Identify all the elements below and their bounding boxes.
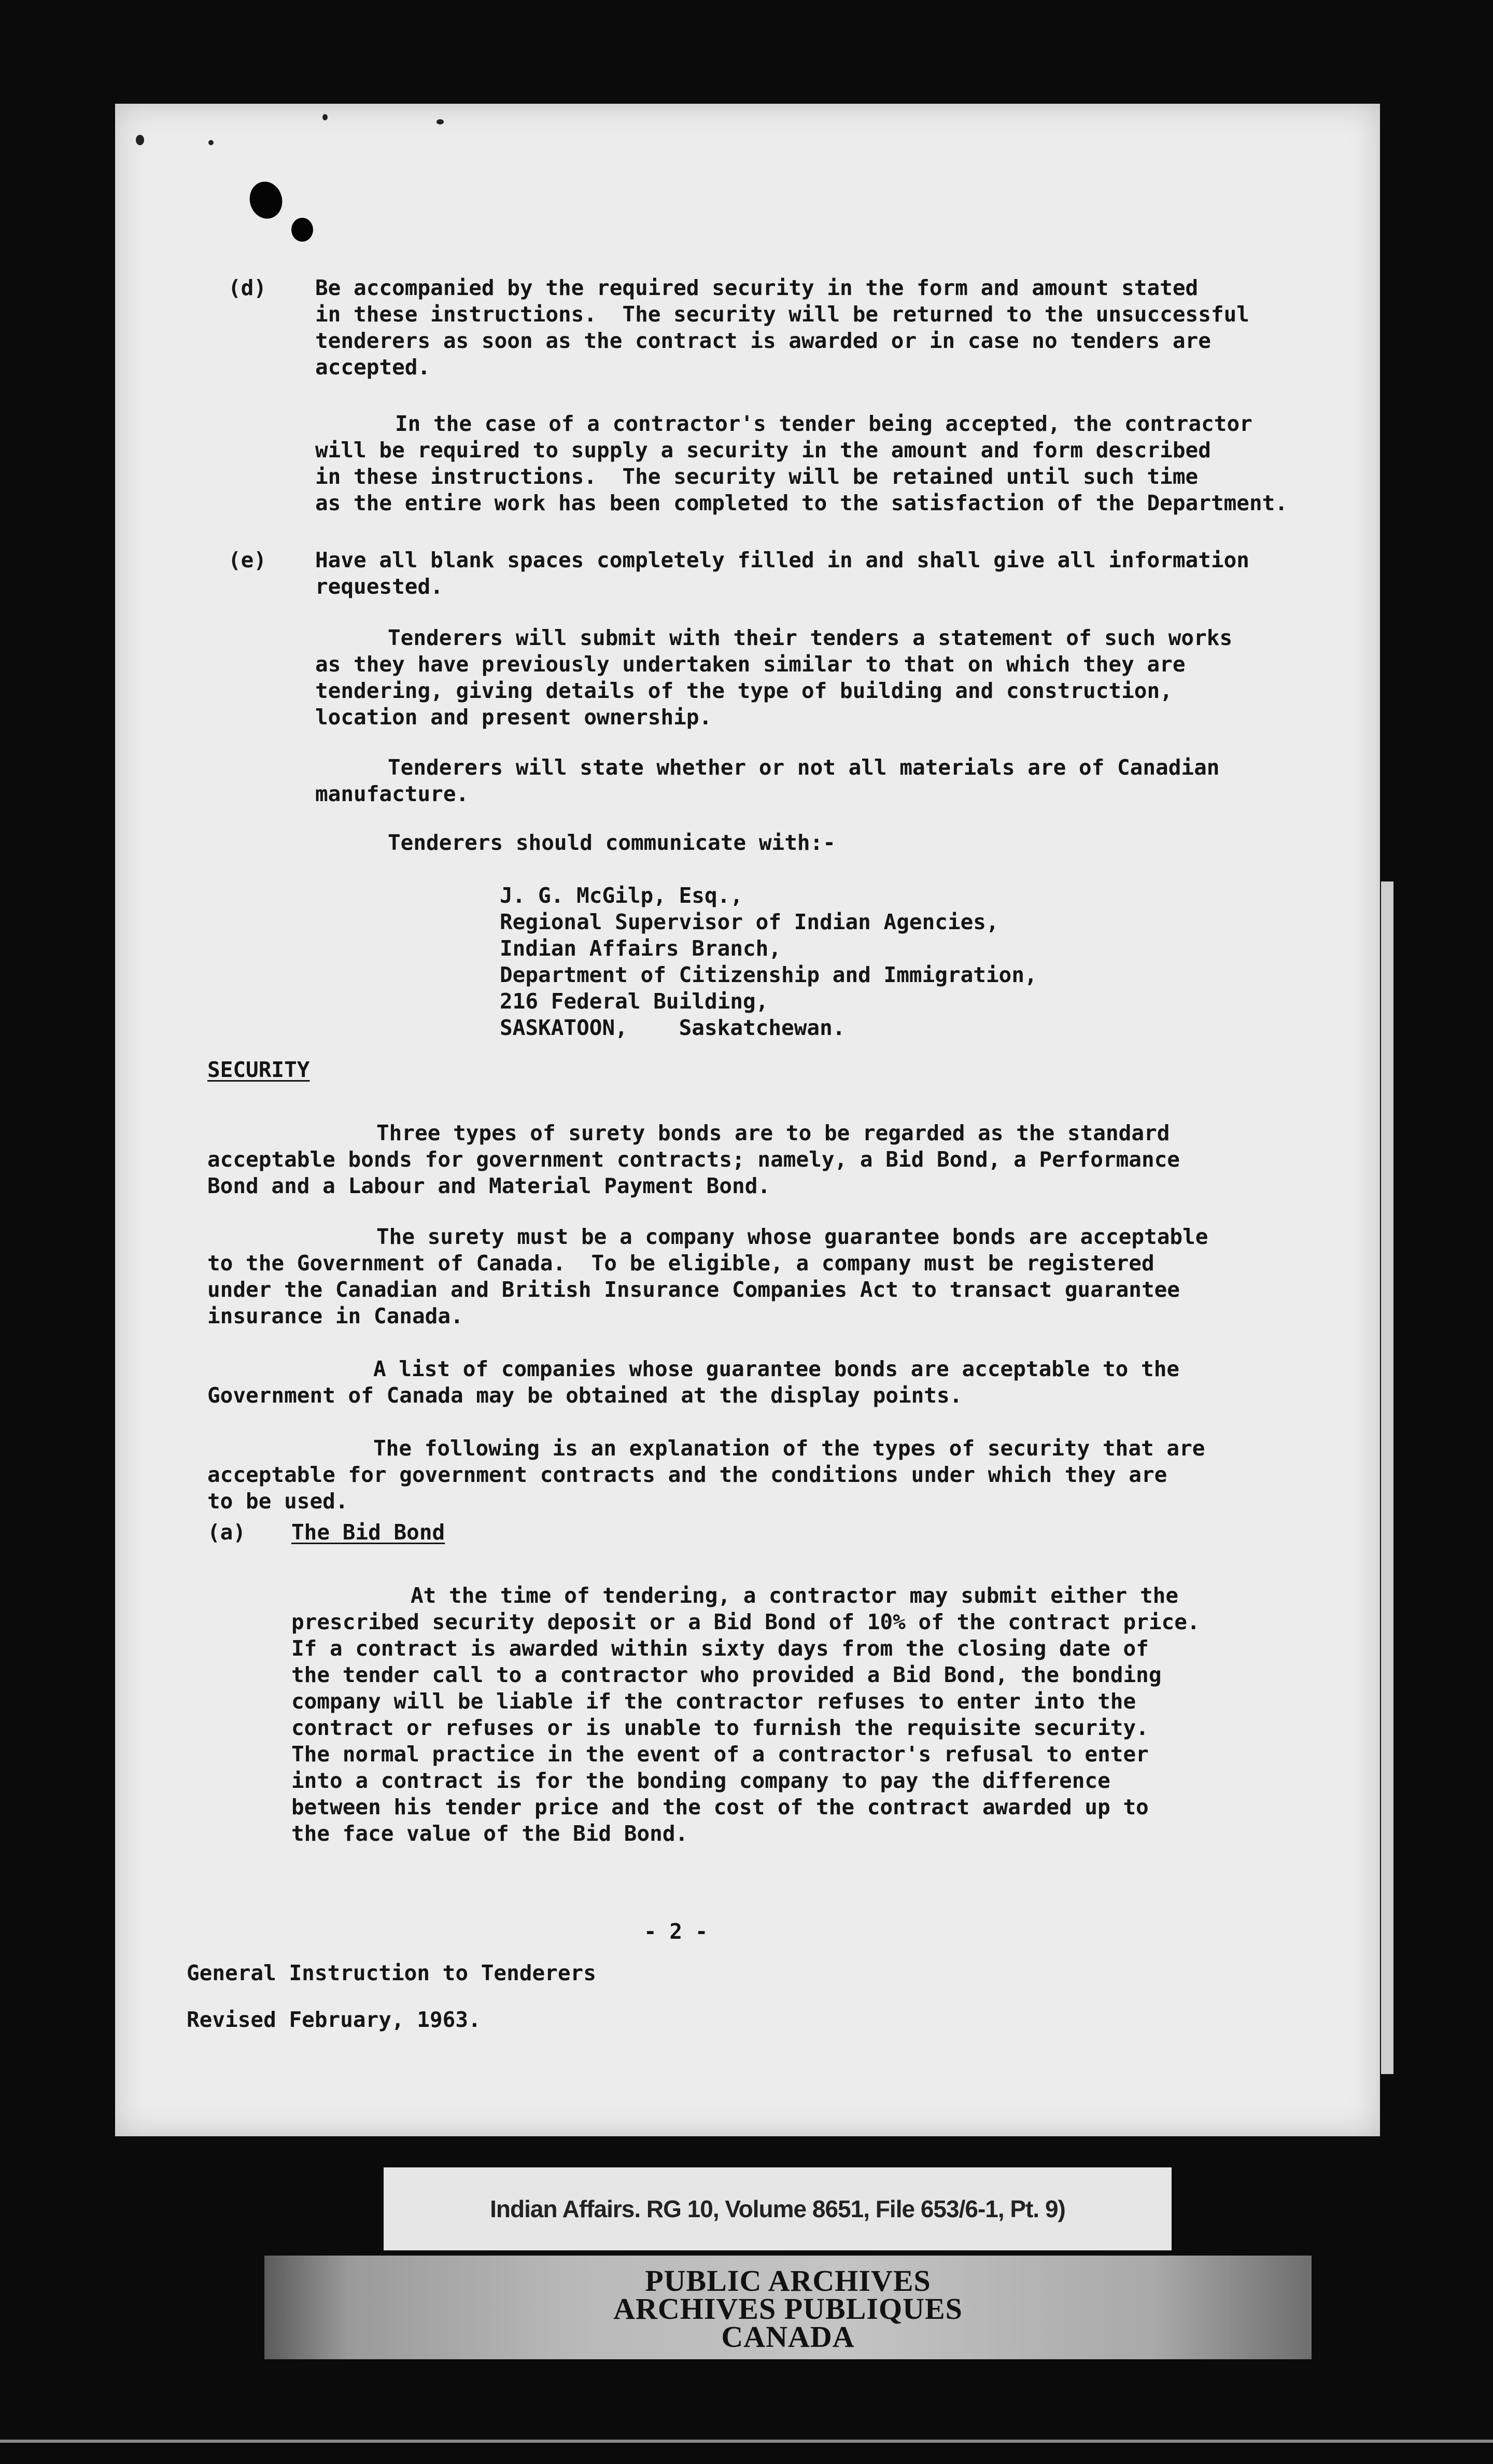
document-page (115, 104, 1380, 2136)
footer-date: Revised February, 1963. (187, 2007, 481, 2032)
para-d-label: (d) (228, 275, 267, 300)
archive-reference-label (384, 2167, 1172, 2250)
speck (208, 140, 214, 145)
ink-blot-small (291, 218, 313, 242)
materials-paragraph: Tenderers will state whether or not all materials are of Canadian manufacture. (315, 755, 1220, 806)
security-heading: SECURITY (207, 1057, 310, 1082)
film-edge-strip (1381, 881, 1393, 2074)
footer-title: General Instruction to Tenderers (187, 1961, 596, 1985)
bid-bond-heading: The Bid Bond (291, 1520, 445, 1545)
security-paragraph-3: A list of companies whose guarantee bonds are acceptable to the Government of Canada may be obtained at the display points. (207, 1356, 1180, 1408)
page-number: - 2 - (644, 1919, 708, 1944)
contact-address: J. G. McGilp, Esq., Regional Supervisor of Indian Agencies, Indian Affairs Branch, Department of Citizenship and Immigration, 216 Federal Building, SASKATOON, Saskatchewan. (500, 883, 1037, 1040)
para-e-text: Have all blank spaces completely filled in and shall give all information requested. (315, 548, 1249, 599)
archive-line-1: PUBLIC ARCHIVES (645, 2264, 931, 2298)
security-paragraph-4: The following is an explanation of the types of security that are acceptable for government contracts and the conditions under which they are to be used. (207, 1436, 1205, 1514)
bid-bond-text: At the time of tendering, a contractor may submit either the prescribed security deposit or a Bid Bond of 10% of the contract price. If a contract is awarded within sixty days from the closing date of the tender call to a contractor who provided a Bid Bond, the bonding company will be liable if the contractor refuses to enter into the contract or refuses or is unable to furnish the requisite security. The normal practice in the event of a contractor's refusal to enter into a contract is for the bonding company to pay the difference between his tender price and the cost of the contract awarded up to the face value of the Bid Bond. (291, 1583, 1200, 1846)
archive-stamp-text (264, 2264, 1312, 2354)
archive-reference-text: Indian Affairs. RG 10, Volume 8651, File 653/6-1, Pt. 9) (490, 2195, 1065, 2222)
security-paragraph-2: The surety must be a company whose guarantee bonds are acceptable to the Government of Canada. To be eligible, a company must be registered under the Canadian and British Insurance Companies Act to transact guarantee insurance in Canada. (207, 1224, 1208, 1328)
archive-stamp-strip (264, 2256, 1312, 2359)
archive-line-3: CANADA (721, 2320, 855, 2354)
para-d-continuation: In the case of a contractor's tender being accepted, the contractor will be required to supply a security in the amount and form described in these instructions. The security will be retained until such time as the entire work has been completed to the satisfaction of the Department. (315, 411, 1288, 515)
film-bottom-edge (0, 2440, 1493, 2443)
ink-blot-large (246, 178, 287, 222)
archive-line-2: ARCHIVES PUBLIQUES (613, 2292, 963, 2326)
para-d-text: Be accompanied by the required security in the form and amount stated in these instructions. The security will be returned to the unsuccessful tenderers as soon as the contract is awarded or in case no tenders are accepted. (315, 275, 1249, 380)
communicate-line: Tenderers should communicate with:- (388, 830, 836, 855)
speck (322, 114, 328, 120)
security-paragraph-1: Three types of surety bonds are to be regarded as the standard acceptable bonds for government contracts; namely, a Bid Bond, a Performance Bond and a Labour and Material Payment Bond. (207, 1121, 1180, 1198)
para-e-label: (e) (228, 548, 267, 572)
bid-bond-label: (a) (207, 1520, 246, 1545)
speck (436, 119, 444, 124)
works-statement-paragraph: Tenderers will submit with their tenders a statement of such works as they have previously undertaken similar to that on which they are tendering, giving details of the type of building and construction, location and present ownership. (315, 625, 1233, 730)
speck (136, 135, 144, 145)
